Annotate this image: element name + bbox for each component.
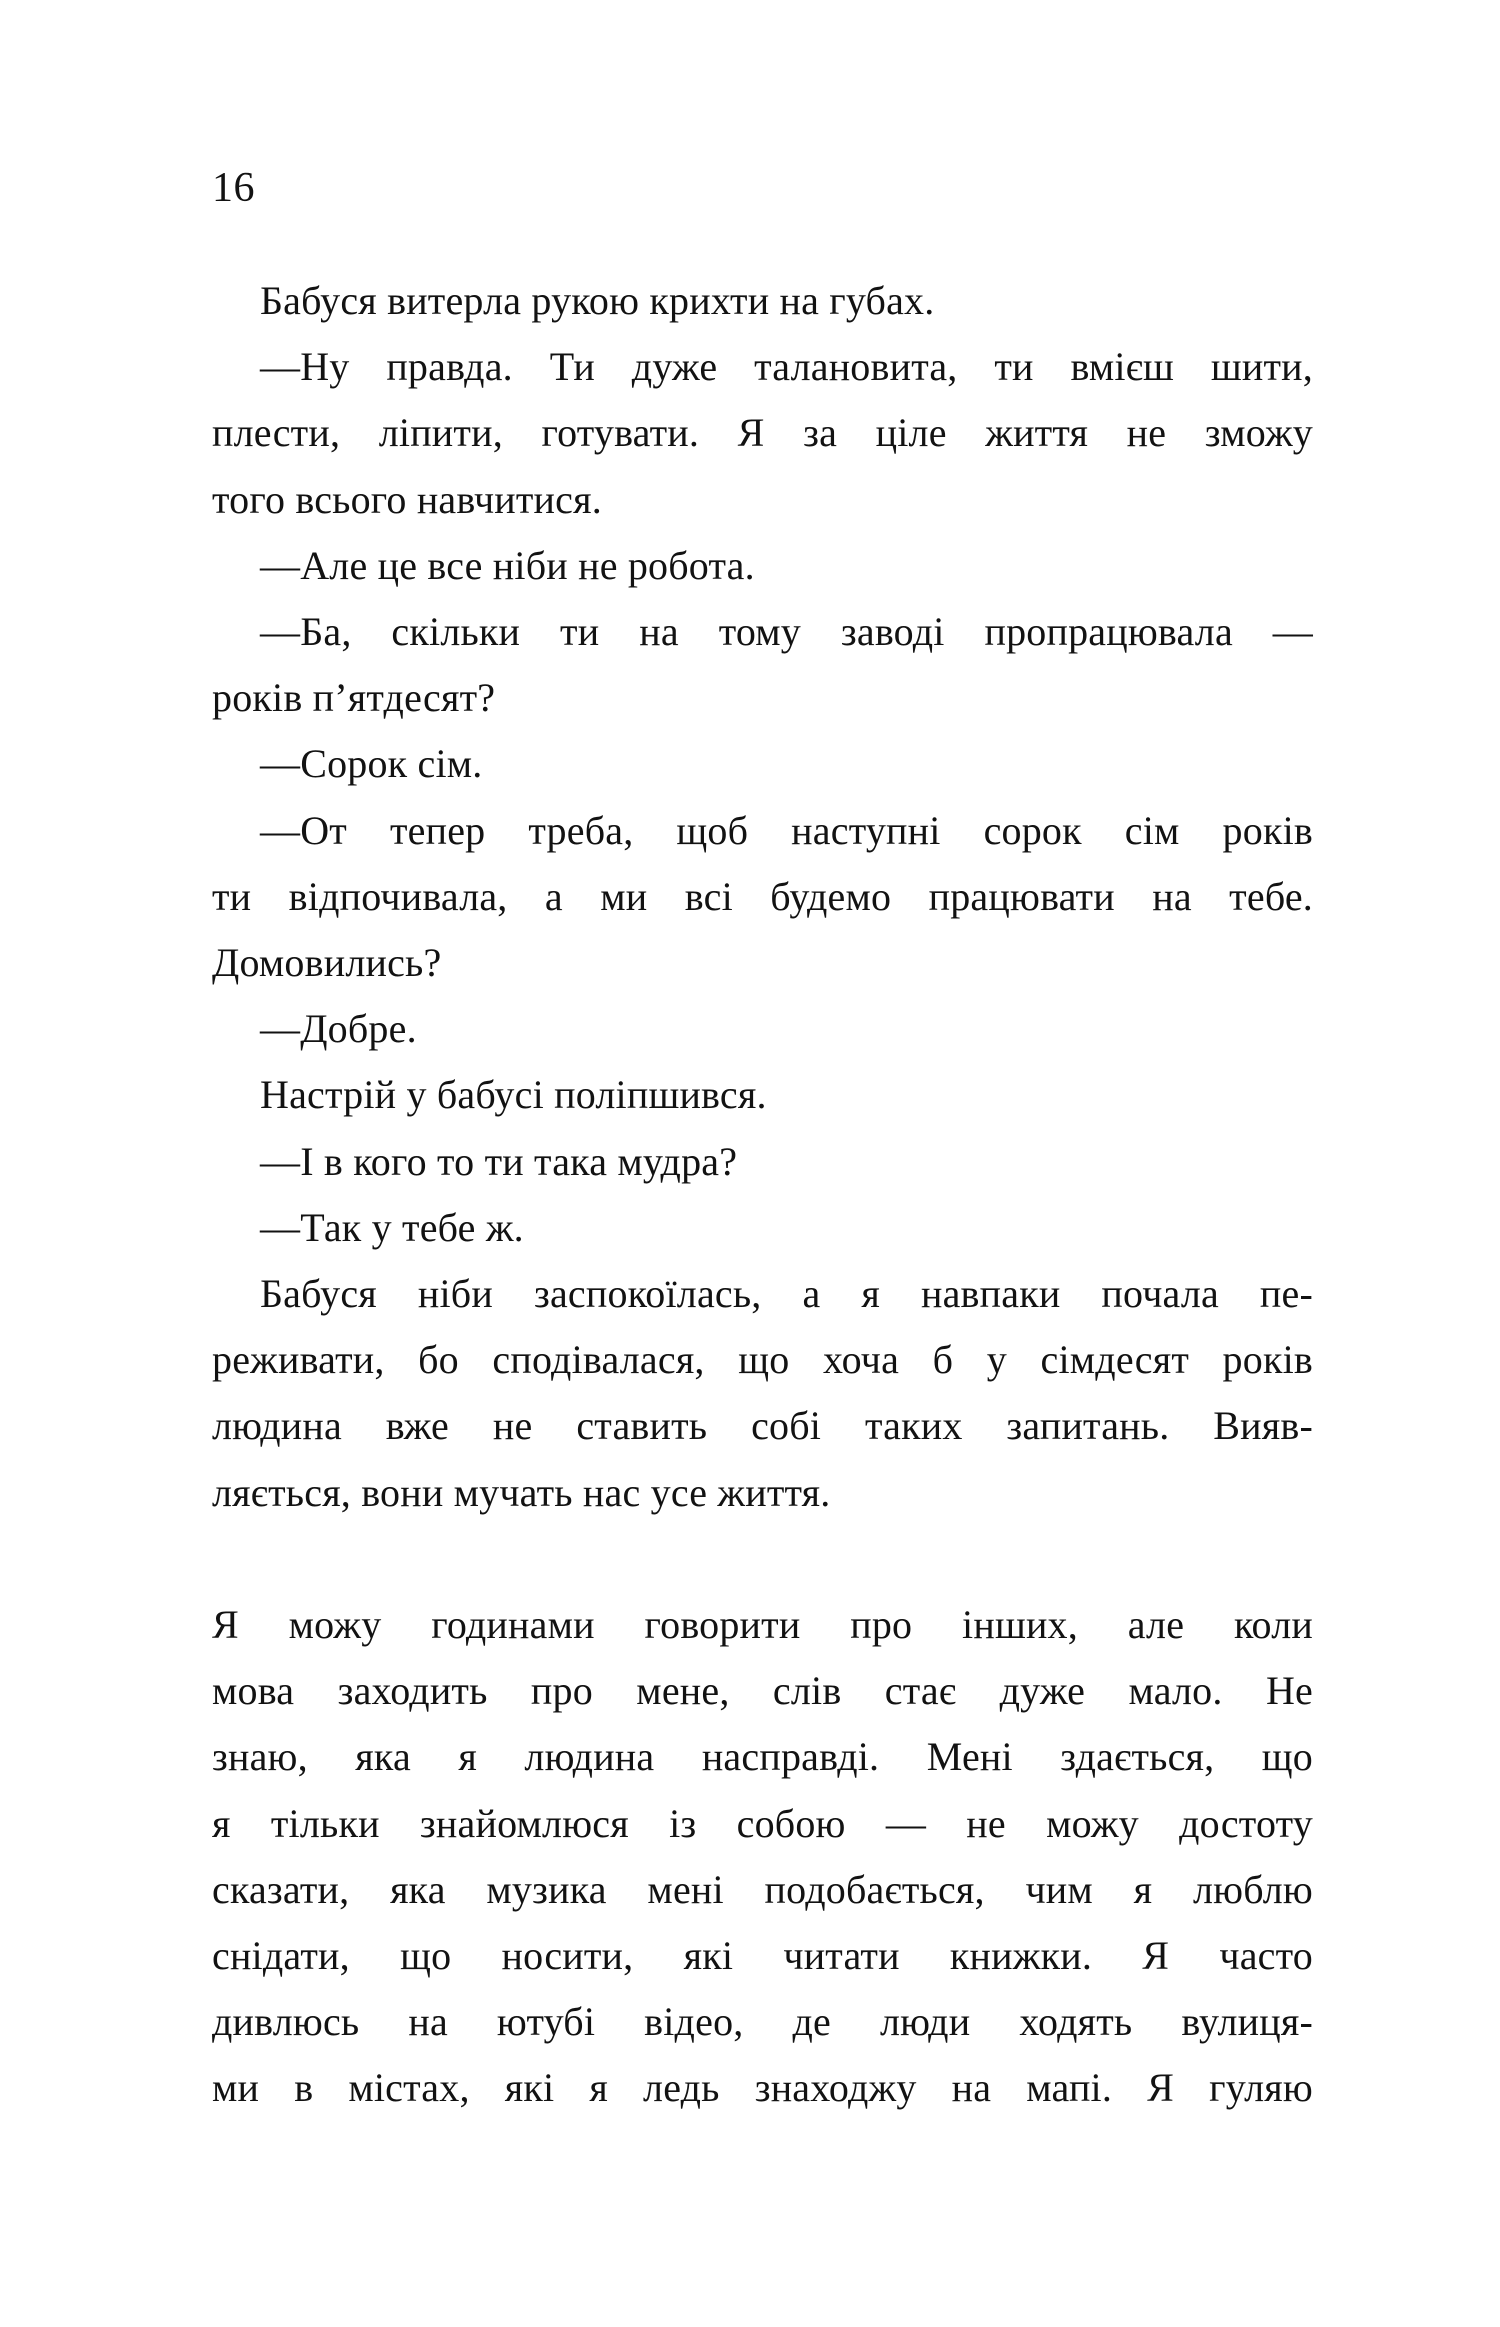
paragraph: [212, 334, 1313, 533]
text-line: дивлюсь на ютубі відео, де люди ходять вулиця-: [212, 1999, 1313, 2045]
paragraph: [212, 1062, 1313, 1128]
text-line: знаю, яка я людина насправді. Мені здається, що: [212, 1734, 1313, 1780]
text-line: —І в кого то ти така мудра?: [260, 1138, 738, 1184]
text-line: ляється, вони мучать нас усе життя.: [212, 1469, 831, 1515]
paragraph: [212, 1592, 1313, 2122]
text-line: ми в містах, які я ледь знаходжу на мапі. Я гуляю: [212, 2065, 1313, 2111]
paragraph: [212, 996, 1313, 1062]
text-line: людина вже не ставить собі таких запитань. Вияв-: [212, 1403, 1313, 1449]
text-line: —Ба, скільки ти на тому заводі пропрацювала —: [260, 609, 1313, 655]
paragraph: [212, 268, 1313, 334]
paragraph: [212, 731, 1313, 797]
text-line: ти відпочивала, а ми всі будемо працювати на тебе.: [212, 873, 1313, 919]
paragraph: [212, 798, 1313, 997]
text-line: —Так у тебе ж.: [260, 1204, 524, 1250]
text-line: я тільки знайомлюся із собою — не можу достоту: [212, 1800, 1313, 1846]
text-line: плести, ліпити, готувати. Я за ціле життя не зможу: [212, 410, 1313, 456]
text-line: —От тепер треба, щоб наступні сорок сім років: [260, 807, 1313, 853]
text-line: —Ну правда. Ти дуже талановита, ти вмієш шити,: [260, 344, 1313, 390]
paragraph: [212, 599, 1313, 731]
text-line: років п’ятдесят?: [212, 675, 496, 721]
text-line: Я можу годинами говорити про інших, але коли: [212, 1602, 1313, 1648]
text-line: —Добре.: [260, 1006, 417, 1052]
text-line: —Але це все ніби не робота.: [260, 542, 755, 588]
paragraph: [212, 533, 1313, 599]
paragraph: [212, 1129, 1313, 1195]
text-line: снідати, що носити, які читати книжки. Я часто: [212, 1933, 1313, 1979]
paragraph: [212, 1261, 1313, 1526]
text-line: Настрій у бабусі поліпшився.: [260, 1072, 767, 1118]
paragraph: [212, 1195, 1313, 1261]
text-line: Бабуся витерла рукою крихти на губах.: [260, 278, 935, 323]
text-line: того всього навчитися.: [212, 476, 602, 522]
page-text: [212, 268, 1313, 2122]
text-line: —Сорок сім.: [260, 741, 483, 787]
page-number: 16: [212, 165, 255, 211]
text-line: мова заходить про мене, слів стає дуже мало. Не: [212, 1668, 1313, 1714]
text-line: Домовились?: [212, 940, 442, 986]
text-line: Бабуся ніби заспокоїлась, а я навпаки почала пе-: [260, 1271, 1313, 1317]
text-line: реживати, бо сподівалася, що хоча б у сімдесят років: [212, 1337, 1313, 1383]
text-line: сказати, яка музика мені подобається, чим я люблю: [212, 1866, 1313, 1912]
